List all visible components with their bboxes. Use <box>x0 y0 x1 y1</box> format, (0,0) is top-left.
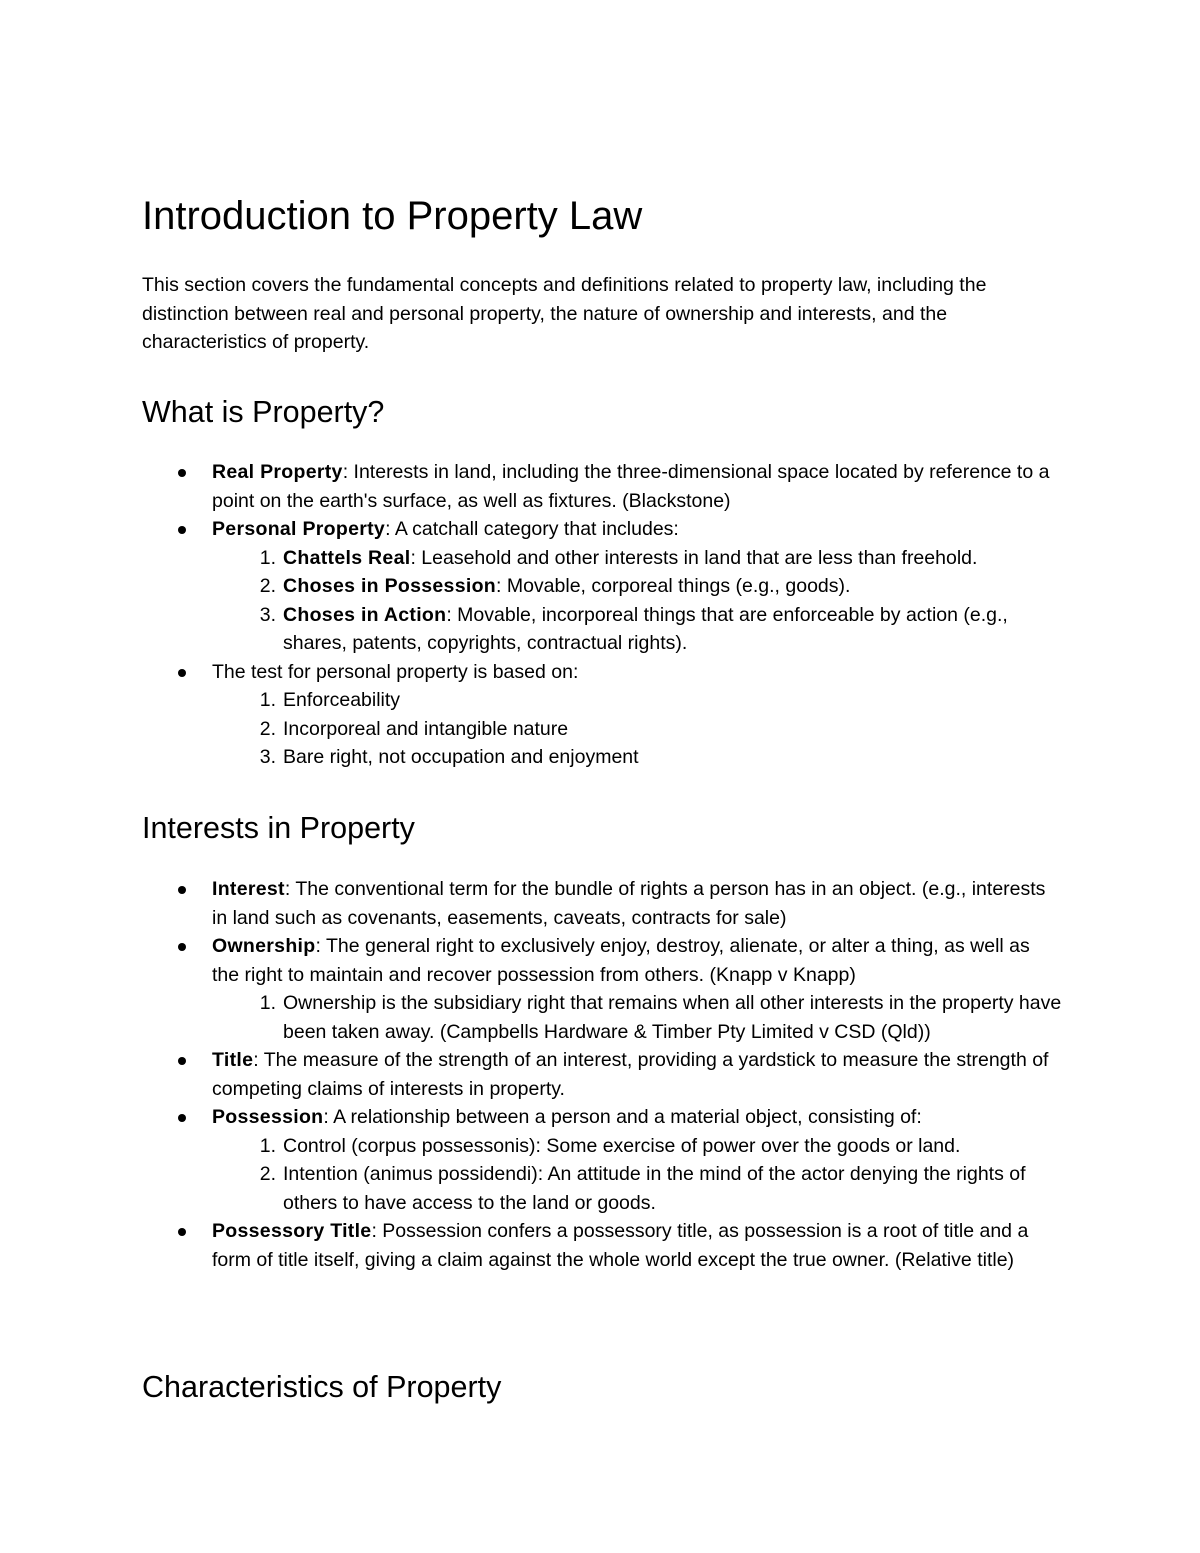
bullet-text: : The conventional term for the bundle of rights a person has in an object. (e.g., interests in land such as covenants, easements, caveats, contracts for sale) <box>212 878 1046 929</box>
bullet-item <box>142 875 1062 932</box>
bullet-item <box>142 458 1062 515</box>
numbered-item <box>212 686 1062 715</box>
section-heading-characteristics-of-property: Characteristics of Property <box>142 1370 502 1404</box>
bullet-term: Possessory Title <box>212 1220 372 1242</box>
item-number: 3. <box>259 603 276 626</box>
numbered-text: : Movable, incorporeal things that are enforceable by action (e.g., shares, patents, copyrights, contractual rights). <box>283 603 1008 654</box>
bullet-dot-icon <box>178 1114 186 1122</box>
numbered-sublist <box>212 989 1062 1046</box>
intro-paragraph: This section covers the fundamental concepts and definitions related to property law, including the distinction between real and personal property, the nature of ownership and interests, and the characteristics of property. <box>142 274 987 353</box>
bullet-text: : The measure of the strength of an interest, providing a yardstick to measure the strength of competing claims of interests in property. <box>212 1049 1049 1100</box>
bullet-item <box>142 658 1062 772</box>
bullet-text: The test for personal property is based on: <box>212 660 579 683</box>
bullet-list <box>142 458 1062 772</box>
numbered-item <box>212 1132 1062 1161</box>
bullet-term: Possession <box>212 1106 324 1128</box>
bullet-dot-icon <box>178 886 186 894</box>
numbered-item <box>212 544 1062 573</box>
item-number: 2. <box>259 717 276 740</box>
bullet-dot-icon <box>178 669 186 677</box>
bullet-text: : Interests in land, including the three-dimensional space located by reference to a point on the earth's surface, as well as fixtures. (Blackstone) <box>212 461 1050 512</box>
item-number: 3. <box>259 746 276 768</box>
numbered-text: Bare right, not occupation and enjoyment <box>283 746 639 768</box>
numbered-sublist <box>212 1132 1062 1218</box>
bullet-text: : A relationship between a person and a material object, consisting of: <box>323 1106 922 1128</box>
bullet-item <box>142 1103 1062 1217</box>
bullet-item <box>142 515 1062 658</box>
bullet-term: Real Property <box>212 461 343 483</box>
numbered-term: Choses in Possession <box>283 575 496 597</box>
numbered-sublist <box>212 544 1062 658</box>
numbered-item <box>212 1160 1062 1217</box>
bullet-term: Ownership <box>212 935 316 957</box>
document-title: Introduction to Property Law <box>142 194 643 238</box>
bullet-dot-icon <box>178 526 186 534</box>
item-number: 1. <box>259 546 276 569</box>
item-number: 1. <box>259 992 276 1014</box>
item-number: 2. <box>259 575 276 597</box>
numbered-item <box>212 989 1062 1046</box>
numbered-item <box>212 715 1062 744</box>
bullet-dot-icon <box>178 1228 186 1236</box>
numbered-item <box>212 601 1062 658</box>
item-number: 1. <box>259 689 276 711</box>
numbered-text: Incorporeal and intangible nature <box>283 717 569 740</box>
numbered-item <box>212 572 1062 601</box>
bullet-dot-icon <box>178 943 186 951</box>
bullet-item <box>142 1217 1062 1274</box>
bullet-text: : Possession confers a possessory title, as possession is a root of title and a form of title itself, giving a claim against the whole world except the true owner. (Relative title) <box>212 1220 1029 1271</box>
item-number: 2. <box>259 1163 276 1185</box>
bullet-list <box>142 875 1062 1274</box>
numbered-text: Intention (animus possidendi): An attitude in the mind of the actor denying the rights of others to have access to the land or goods. <box>283 1163 1026 1214</box>
section-heading-interests-in-property: Interests in Property <box>142 811 415 845</box>
section-what-is-property-list <box>142 458 1062 772</box>
bullet-term: Interest <box>212 878 285 900</box>
section-interests-in-property-list <box>142 875 1062 1274</box>
section-heading-what-is-property: What is Property? <box>142 395 385 429</box>
numbered-sublist <box>212 686 1062 772</box>
bullet-dot-icon <box>178 469 186 477</box>
numbered-term: Chattels Real <box>283 546 411 569</box>
bullet-item <box>142 1046 1062 1103</box>
numbered-text: Enforceability <box>283 689 401 711</box>
bullet-text: : A catchall category that includes: <box>385 518 679 540</box>
numbered-text: Ownership is the subsidiary right that remains when all other interests in the property have been taken away. (Campbells Hardware & Timber Pty Limited v CSD (Qld)) <box>283 992 1062 1043</box>
bullet-item <box>142 932 1062 1046</box>
bullet-term: Title <box>212 1049 254 1071</box>
numbered-item <box>212 743 1062 772</box>
item-number: 1. <box>259 1134 276 1157</box>
numbered-text: Control (corpus possessonis): Some exercise of power over the goods or land. <box>283 1134 961 1157</box>
numbered-text: : Leasehold and other interests in land that are less than freehold. <box>410 546 978 569</box>
numbered-term: Choses in Action <box>283 603 447 626</box>
bullet-dot-icon <box>178 1057 186 1065</box>
numbered-text: : Movable, corporeal things (e.g., goods). <box>496 575 851 597</box>
bullet-text: : The general right to exclusively enjoy, destroy, alienate, or alter a thing, as well as the right to maintain and recover possession from others. (Knapp v Knapp) <box>212 935 1030 986</box>
bullet-term: Personal Property <box>212 518 386 540</box>
